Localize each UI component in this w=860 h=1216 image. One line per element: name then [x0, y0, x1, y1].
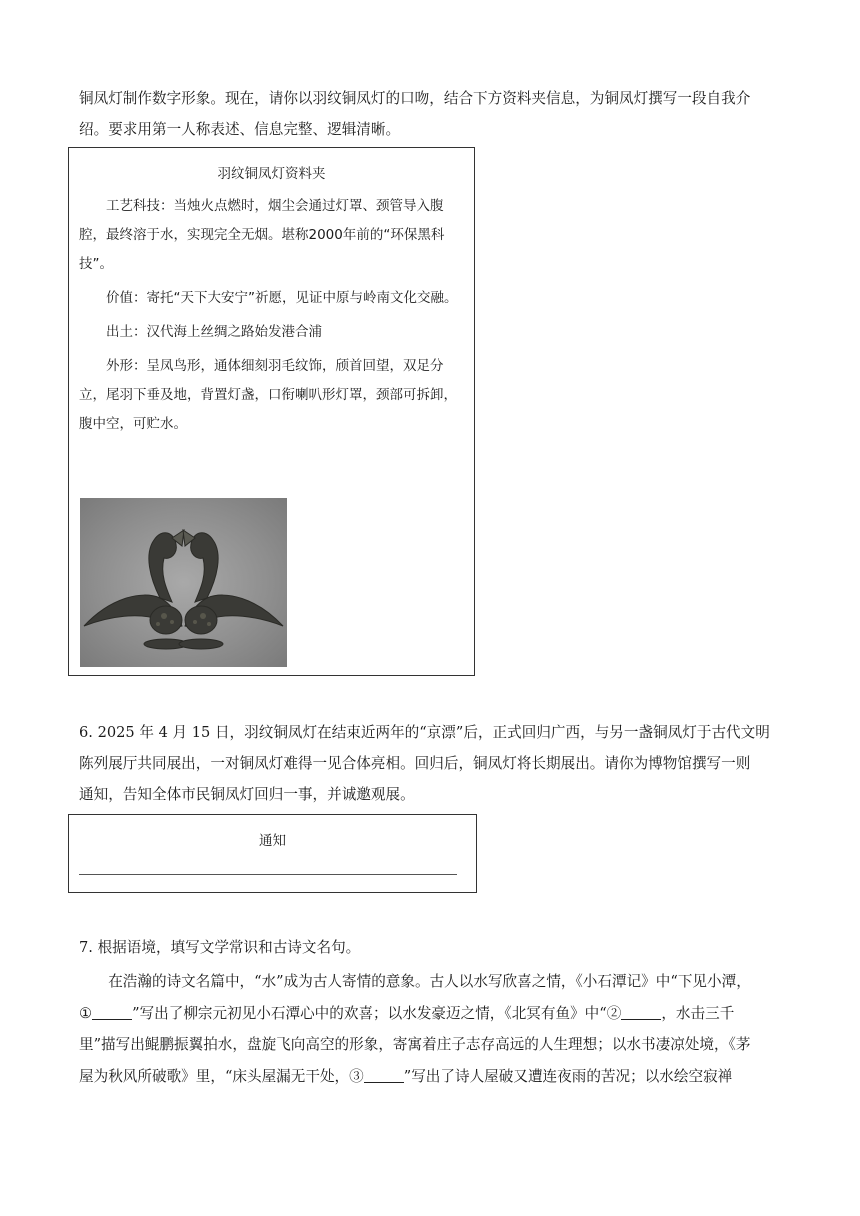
folder-body [79, 192, 467, 444]
question-7-passage [79, 966, 782, 1092]
q7-line-2 [79, 998, 734, 1030]
intro-line-1: 铜凤灯制作数字形象。现在，请你以羽纹铜凤灯的口吻，结合下方资料夹信息，为铜凤灯撰写一段自我介 [79, 90, 751, 107]
q7-line-3: 里”描写出鲲鹏振翼拍水，盘旋飞向高空的形象，寄寓着庄子志存高远的人生理想；以水书凄凉处境，《茅 [79, 1036, 751, 1053]
blank-1[interactable] [92, 1004, 132, 1020]
q7-line-4-end: ”写出了诗人屋破又遭连夜雨的苦况；以水绘空寂禅 [403, 1067, 733, 1085]
notice-answer-box [68, 814, 477, 893]
folder-value: 价值：寄托“天下大安宁”祈愿，见证中原与岭南文化交融。 [106, 290, 458, 306]
q7-line-2-text: ”写出了柳宗元初见小石潭心中的欢喜；以水发豪迈之情，《北冥有鱼》中“② [132, 1004, 622, 1022]
q7-line-4-text: 屋为秋风所破歌》里，“床头屋漏无干处，③ [79, 1067, 364, 1085]
phoenix-lamps-photo [80, 498, 287, 667]
intro-paragraph [79, 83, 782, 145]
notice-title: 通知 [259, 833, 286, 849]
folder-shape: 外形：呈凤鸟形，通体细刻羽毛纹饰，颀首回望，双足分立，尾羽下垂及地，背置灯盏，口衔喇叭形灯罩，颈部可拆卸，腹中空，可贮水。 [79, 358, 457, 432]
q6-line-3: 通知，告知全体市民铜凤灯回归一事，并诚邀观展。 [79, 786, 415, 803]
folder-unearthed: 出土：汉代海上丝绸之路始发港合浦 [106, 324, 322, 340]
question-6 [79, 717, 782, 810]
q6-line-2: 陈列展厅共同展出，一对铜凤灯难得一见合体亮相。回归后，铜凤灯将长期展出。请你为博物馆撰写一则 [79, 755, 751, 772]
folder-title: 羽纹铜凤灯资料夹 [217, 166, 326, 182]
q6-line-1: 6. 2025 年 4 月 15 日，羽纹铜凤灯在结束近两年的“京漂”后，正式回归广西，与另一盏铜凤灯于古代文明 [79, 724, 770, 741]
blank-3[interactable] [364, 1067, 404, 1083]
blank-1-label: ① [79, 1004, 93, 1022]
question-7-heading: 7. 根据语境，填写文学常识和古诗文名句。 [79, 939, 361, 956]
blank-2[interactable] [621, 1004, 661, 1020]
intro-line-2: 绍。要求用第一人称表述、信息完整、逻辑清晰。 [79, 121, 401, 138]
answer-line [79, 874, 457, 875]
folder-box [68, 147, 475, 676]
phoenix-lamps-illustration [80, 498, 287, 667]
q7-line-2-end: ，水击三千 [661, 1004, 735, 1022]
folder-tech: 工艺科技：当烛火点燃时，烟尘会通过灯罩、颈管导入腹腔，最终溶于水，实现完全无烟。堪称2000年前的“环保黑科技”。 [79, 198, 445, 272]
q7-sentence-1: 在浩瀚的诗文名篇中，“水”成为古人寄情的意象。古人以水写欣喜之情，《小石潭记》中“下见小潭， [108, 973, 751, 990]
